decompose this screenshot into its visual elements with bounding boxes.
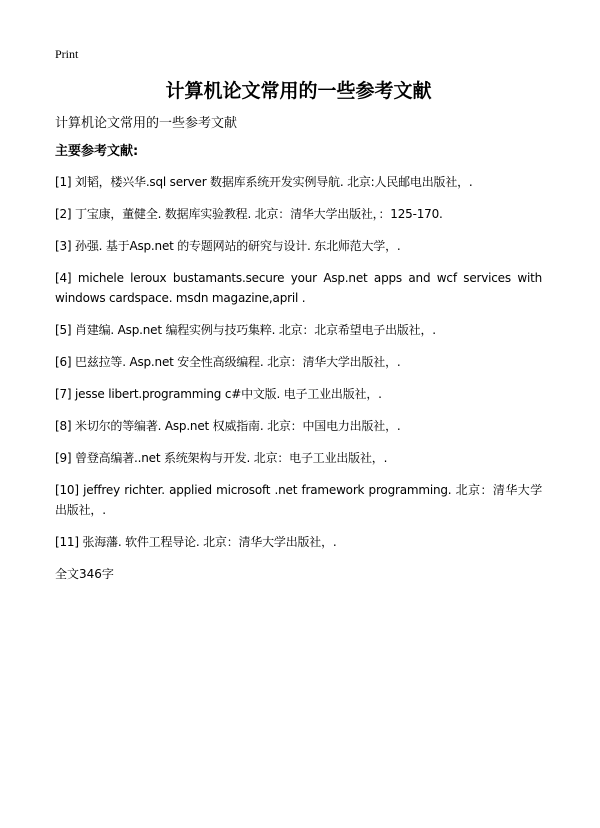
reference-item: [5] 肖建编. Asp.net 编程实例与技巧集粹. 北京：北京希望电子出版社，.	[55, 323, 436, 337]
reference-item: [11] 张海藩. 软件工程导论. 北京：清华大学出版社，.	[55, 535, 337, 549]
document-title: 计算机论文常用的一些参考文献	[165, 80, 432, 102]
reference-item: [4] michele leroux bustamants.secure your Asp.net apps and wcf services with windows cardspace. msdn magazine,april .	[55, 271, 542, 305]
reference-list	[55, 172, 542, 552]
reference-item: [7] jesse libert.programming c#中文版. 电子工业出版社，.	[55, 387, 382, 401]
references-heading: 主要参考文献:	[55, 144, 139, 159]
print-link[interactable]: Print	[55, 47, 79, 61]
reference-item: [3] 孙强. 基于Asp.net 的专题网站的研究与设计. 东北师范大学，.	[55, 239, 401, 253]
reference-item: [10] jeffrey richter. applied microsoft .net framework programming. 北京：清华大学出版社，.	[55, 483, 542, 517]
reference-item: [8] 米切尔的等编著. Asp.net 权威指南. 北京：中国电力出版社，.	[55, 419, 401, 433]
reference-item: [2] 丁宝康，董健全. 数据库实验教程. 北京：清华大学出版社，：125-170.	[55, 207, 443, 221]
reference-item: [6] 巴兹拉等. Asp.net 安全性高级编程. 北京：清华大学出版社，.	[55, 355, 401, 369]
word-count: 全文346字	[55, 567, 114, 581]
document-subtitle: 计算机论文常用的一些参考文献	[55, 116, 238, 131]
reference-item: [9] 曾登高编著..net 系统架构与开发. 北京：电子工业出版社，.	[55, 451, 388, 465]
reference-item: [1] 刘韬，楼兴华.sql server 数据库系统开发实例导航. 北京:人民邮电出版社，.	[55, 175, 473, 189]
